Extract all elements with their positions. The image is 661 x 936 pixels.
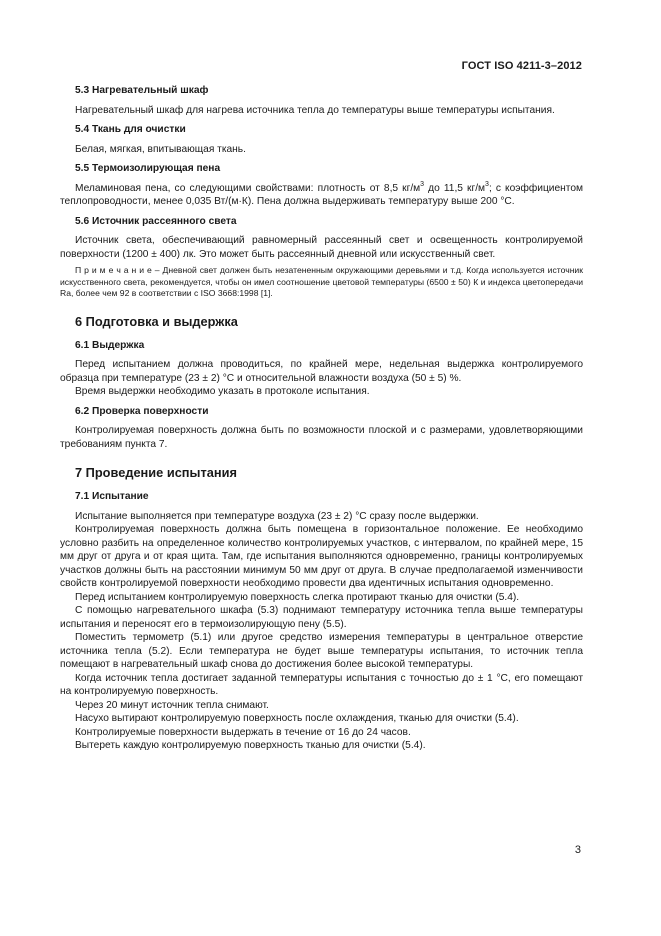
section-6-heading: 6 Подготовка и выдержка bbox=[75, 313, 238, 329]
section-7-1-para: Когда источник тепла достигает заданной температуры испытания с точностью до ± 1 °С, его помещают на контролируемую поверхность. bbox=[60, 672, 583, 698]
page-number: 3 bbox=[574, 844, 581, 856]
section-5-5-heading: 5.5 Термоизолирующая пена bbox=[75, 163, 221, 174]
section-6-2-heading: 6.2 Проверка поверхности bbox=[75, 405, 209, 417]
section-7-1-para: Вытереть каждую контролируемую поверхность тканью для очистки (5.4). bbox=[75, 740, 426, 752]
section-6-1-heading: 6.1 Выдержка bbox=[75, 339, 145, 351]
section-5-3-heading: 5.3 Нагревательный шкаф bbox=[75, 85, 209, 96]
section-7-1-para: Насухо вытирают контролируемую поверхность после охлаждения, тканью для очистки (5.4). bbox=[75, 713, 519, 725]
section-6-1-text-1: Перед испытанием должна проводиться, по крайней мере, недельная выдержка контролируемого образца при температуре (23 ± 2) °С и относительной влажности воздуха (50 ± 5) %. bbox=[60, 359, 583, 384]
section-7-1-para: Через 20 минут источник тепла снимают. bbox=[75, 699, 269, 711]
section-5-3-text: Нагревательный шкаф для нагрева источника тепла до температуры выше температуры испытания. bbox=[75, 104, 555, 116]
section-7-1-para: Поместить термометр (5.1) или другое средство измерения температуры в центральное отверстие источника тепла (5.2). Если температура не будет выше температуры испытания, то источник тепла помещают в нагревательный шкаф снова до достижения более высокой температуры. bbox=[60, 632, 583, 671]
section-5-6-heading: 5.6 Источник рассеянного света bbox=[75, 215, 237, 227]
section-7-1-para: Контролируемые поверхности выдержать в течение от 16 до 24 часов. bbox=[75, 726, 411, 738]
section-6-1-text-2: Время выдержки необходимо указать в протоколе испытания. bbox=[75, 386, 370, 398]
section-5-4-text: Белая, мягкая, впитывающая ткань. bbox=[75, 143, 246, 155]
section-5-5-text: Меламиновая пена, со следующими свойствами: плотность от 8,5 $кг/м^3$ до 11,5 $кг/м^3$; с коэффициентом теплопроводности, менее 0,035 Вт/(м·К). Пена должна выдерживать температуру выше 200 °С. bbox=[60, 180, 583, 207]
standard-header: ГОСТ ISO 4211-3–2012 bbox=[461, 60, 582, 72]
section-5-4-heading: 5.4 Ткань для очистки bbox=[75, 124, 186, 135]
section-7-1-para: Контролируемая поверхность должна быть помещена в горизонтальное положение. Ее необходимо условно разбить на определенное количество контролируемых участков, с интервалом, по крайней мере, 15 мм друг от друга и от края щита. Там, где испытания выполняются одновременно, границы контролируемых участков должны быть на расстоянии минимум 50 мм друг от друга. В случае предполагаемой изменчивости свойств контролируемой поверхности необходимо провести два идентичных испытания одновременно. bbox=[60, 524, 583, 590]
section-6-2-text: Контролируемая поверхность должна быть по возможности плоской и с размерами, удовлетворяющими требованиям пункта 7. bbox=[60, 425, 583, 450]
section-7-1-heading: 7.1 Испытание bbox=[75, 491, 149, 503]
section-5-6-text: Источник света, обеспечивающий равномерный рассеянный свет и освещенность контролируемой поверхности (1200 ± 400) лк. Это может быть рассеянный дневной или искусственный свет. bbox=[60, 235, 583, 260]
section-7-heading: 7 Проведение испытания bbox=[75, 465, 237, 481]
section-5-6-note: П р и м е ч а н и е – Дневной свет должен быть незатененным окружающими деревьями и т.д. Когда используется источник искусственного света, рекомендуется, чтобы он имел соотношение цветовой температуры (6500 ± 50) К и индекса цветопередачи Ra, более чем 92 в соответствии с ISO 3668:1998 [1]. bbox=[60, 265, 583, 299]
document-body bbox=[60, 84, 583, 753]
section-7-1-para: С помощью нагревательного шкафа (5.3) поднимают температуру источника тепла выше температуры испытания и переносят его в термоизолирующую пену (5.5). bbox=[60, 605, 583, 630]
section-7-1-para: Испытание выполняется при температуре воздуха (23 ± 2) °С сразу после выдержки. bbox=[75, 510, 479, 522]
section-7-1-para: Перед испытанием контролируемую поверхность слегка протирают тканью для очистки (5.4). bbox=[75, 591, 520, 603]
